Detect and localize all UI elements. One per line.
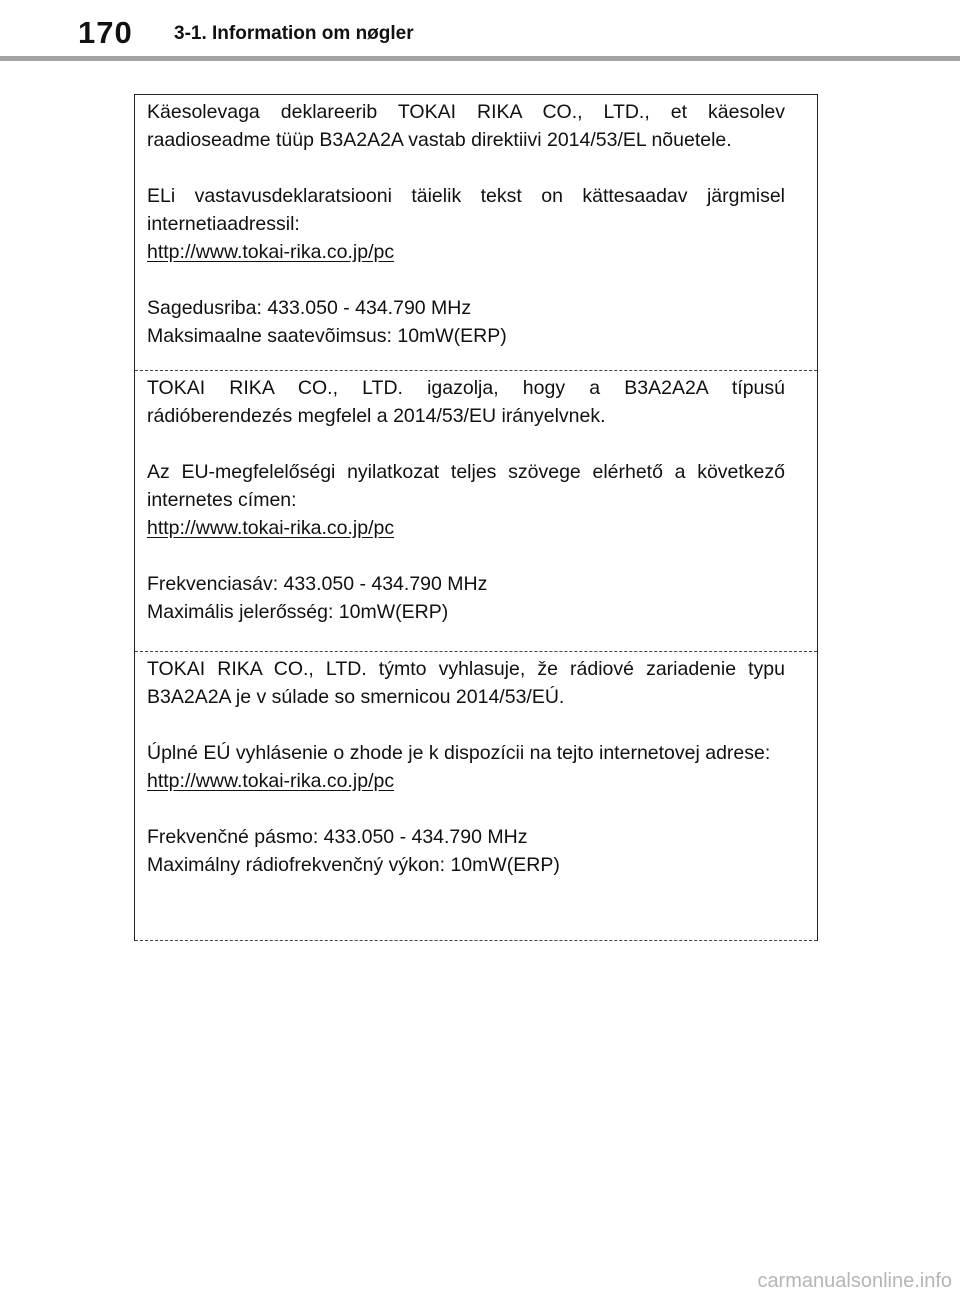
declaration-text: TOKAI RIKA CO., LTD. týmto vyhlasuje, že rádiové zariadenie typu B3A2A2A je v súlade so smernicou 2014/53/EÚ. bbox=[147, 658, 785, 708]
page-header bbox=[0, 0, 960, 62]
watermark-text: carmanualsonline.info bbox=[757, 1270, 952, 1292]
frequency-band: Frekvenciasáv: 433.050 - 434.790 MHz bbox=[147, 573, 488, 595]
conformity-url-link[interactable]: http://www.tokai-rika.co.jp/pc bbox=[147, 770, 395, 792]
max-power: Maximálny rádiofrekvenčný výkon: 10mW(ERP) bbox=[147, 854, 560, 876]
max-power: Maksimaalne saatevõimsus: 10mW(ERP) bbox=[147, 325, 507, 347]
page-number: 170 bbox=[78, 15, 133, 50]
section-title: 3-1. Information om nøgler bbox=[174, 23, 414, 44]
max-power: Maximális jelerősség: 10mW(ERP) bbox=[147, 601, 449, 623]
conformity-text: ELi vastavusdeklaratsiooni täielik tekst on kättesaadav järgmisel internetiaadressil: bbox=[147, 185, 785, 235]
section-slovak bbox=[135, 652, 817, 941]
section-estonian bbox=[135, 95, 817, 371]
conformity-url-link[interactable]: http://www.tokai-rika.co.jp/pc bbox=[147, 517, 395, 539]
frequency-band: Sagedusriba: 433.050 - 434.790 MHz bbox=[147, 297, 472, 319]
conformity-text: Úplné EÚ vyhlásenie o zhode je k dispozícii na tejto internetovej adrese: bbox=[147, 742, 771, 764]
section-hungarian bbox=[135, 371, 817, 652]
declaration-text: Käesolevaga deklareerib TOKAI RIKA CO., LTD., et käesolev raadioseadme tüüp B3A2A2A vastab direktiivi 2014/53/EL nõuetele. bbox=[147, 101, 785, 151]
header-rule bbox=[0, 56, 960, 61]
conformity-url-link[interactable]: http://www.tokai-rika.co.jp/pc bbox=[147, 241, 395, 263]
conformity-text: Az EU-megfelelőségi nyilatkozat teljes szövege elérhető a következő internetes címen: bbox=[147, 461, 785, 511]
regulatory-notice-box bbox=[134, 94, 818, 941]
frequency-band: Frekvenčné pásmo: 433.050 - 434.790 MHz bbox=[147, 826, 528, 848]
declaration-text: TOKAI RIKA CO., LTD. igazolja, hogy a B3A2A2A típusú rádióberendezés megfelel a 2014/53/EU irányelvnek. bbox=[147, 377, 785, 427]
